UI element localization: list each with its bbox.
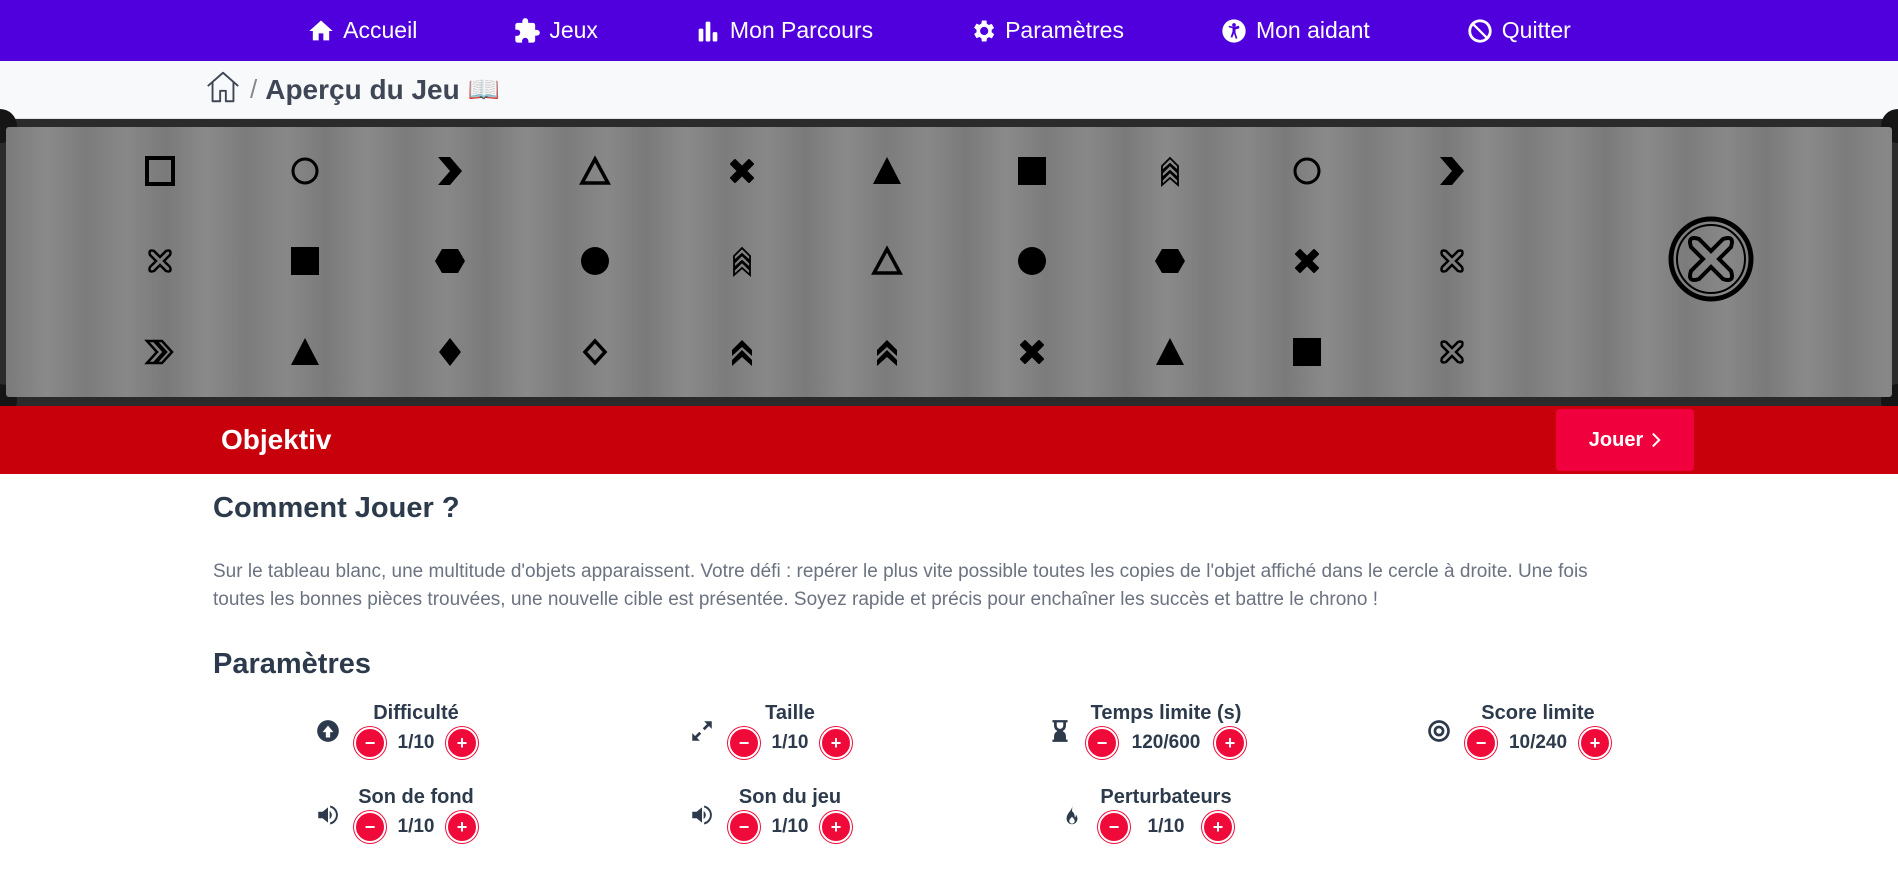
- home-link-icon[interactable]: [204, 68, 242, 111]
- param-temps-limite: [1046, 702, 1246, 759]
- howto-line-2: toutes les bonnes pièces trouvées, une nouvelle cible est présentée. Soyez rapide et précis pour enchaîner les succès et battre le chrono !: [213, 589, 1378, 610]
- nav-parametres-label: Paramètres: [1005, 17, 1124, 43]
- game-board-frame: [0, 119, 1898, 406]
- param-son-de-fond: [314, 786, 478, 843]
- play-button[interactable]: [1556, 409, 1694, 471]
- square-shape[interactable]: [1015, 154, 1049, 188]
- howto-heading: Comment Jouer ?: [213, 492, 460, 524]
- increment-button[interactable]: +: [1214, 727, 1246, 759]
- triangle-shape[interactable]: [1153, 335, 1187, 369]
- increment-button[interactable]: +: [446, 727, 478, 759]
- param-value: 1/10: [397, 816, 435, 837]
- diamond-outline-shape[interactable]: [578, 335, 612, 369]
- circle-outline-shape[interactable]: [1290, 154, 1324, 188]
- x-bold-shape[interactable]: [1015, 335, 1049, 369]
- decrement-button[interactable]: −: [1465, 727, 1497, 759]
- circle-outline-shape[interactable]: [288, 154, 322, 188]
- diamond-shape[interactable]: [433, 335, 467, 369]
- increment-button[interactable]: +: [1579, 727, 1611, 759]
- top-nav: [0, 0, 1898, 61]
- param-value: 1/10: [397, 732, 435, 753]
- chevrons-right-outline-shape[interactable]: [143, 335, 177, 369]
- param-value: 120/600: [1131, 732, 1201, 753]
- fire-icon: [1058, 801, 1086, 829]
- x-bold-shape[interactable]: [1290, 244, 1324, 278]
- param-difficulte: [314, 702, 478, 759]
- param-label: Perturbateurs: [1100, 786, 1232, 808]
- x-outline-shape[interactable]: [143, 244, 177, 278]
- increment-button[interactable]: +: [820, 811, 852, 843]
- circle-shape[interactable]: [578, 244, 612, 278]
- home-icon: [307, 17, 335, 45]
- page-title: Aperçu du Jeu: [265, 73, 460, 105]
- expand-icon: [688, 717, 716, 745]
- x-outline-shape[interactable]: [1435, 244, 1469, 278]
- param-taille: [688, 702, 852, 759]
- param-value: 1/10: [771, 816, 809, 837]
- arrow-up-circle-icon: [314, 717, 342, 745]
- square-shape[interactable]: [1290, 335, 1324, 369]
- nav-jeux-label: Jeux: [549, 17, 598, 43]
- nav-aidant[interactable]: [1220, 17, 1370, 45]
- chevron-right-icon: [1651, 432, 1661, 448]
- param-value: 10/240: [1508, 732, 1568, 753]
- square-outline-shape[interactable]: [143, 154, 177, 188]
- nav-parcours-label: Mon Parcours: [729, 17, 874, 43]
- chevrons-up-shape[interactable]: [725, 244, 759, 278]
- x-outline-shape[interactable]: [1435, 335, 1469, 369]
- chevrons-up-shape[interactable]: [1153, 154, 1187, 188]
- breadcrumb: [0, 61, 1898, 119]
- play-button-label: Jouer: [1588, 428, 1644, 451]
- param-son-du-jeu: [688, 786, 852, 843]
- decrement-button[interactable]: −: [354, 727, 386, 759]
- x-bold-shape[interactable]: [725, 154, 759, 188]
- decrement-button[interactable]: −: [728, 811, 760, 843]
- breadcrumb-separator: /: [250, 74, 258, 104]
- decrement-button[interactable]: −: [354, 811, 386, 843]
- params-heading: Paramètres: [213, 648, 371, 680]
- nav-accueil[interactable]: [307, 17, 417, 45]
- howto-line-1: Sur le tableau blanc, une multitude d'objets apparaissent. Votre défi : repérer le plus vite possible toutes les copies de l'objet affiché dans le cercle à droite. Une fois: [213, 561, 1588, 582]
- param-label: Son du jeu: [738, 786, 842, 808]
- decrement-button[interactable]: −: [1086, 727, 1118, 759]
- param-perturbateurs: [1058, 786, 1234, 843]
- book-icon: 📖: [467, 74, 501, 104]
- chevron-right-shape[interactable]: [433, 154, 467, 188]
- decrement-button[interactable]: −: [728, 727, 760, 759]
- gear-icon: [969, 17, 997, 45]
- target-icon: [1425, 717, 1453, 745]
- game-title: Objektiv: [221, 424, 332, 455]
- param-label: Temps limite (s): [1090, 702, 1242, 724]
- chevron-right-shape[interactable]: [1435, 154, 1469, 188]
- accessibility-icon: [1220, 17, 1248, 45]
- triangle-shape[interactable]: [288, 335, 322, 369]
- volume-icon: [314, 801, 342, 829]
- puzzle-icon: [513, 17, 541, 45]
- howto-description: [213, 558, 1703, 614]
- hexagon-shape[interactable]: [433, 244, 467, 278]
- nav-parcours[interactable]: [694, 17, 873, 45]
- param-label: Difficulté: [373, 702, 459, 724]
- target-circle: [1667, 215, 1755, 303]
- chevrons-up-bold-shape[interactable]: [870, 335, 904, 369]
- ban-icon: [1466, 17, 1494, 45]
- decrement-button[interactable]: −: [1098, 811, 1130, 843]
- hourglass-icon: [1046, 717, 1074, 745]
- nav-quitter-label: Quitter: [1501, 17, 1571, 43]
- param-label: Taille: [765, 702, 815, 724]
- bar-chart-icon: [694, 17, 722, 45]
- increment-button[interactable]: +: [446, 811, 478, 843]
- param-value: 1/10: [1147, 816, 1185, 837]
- nav-parametres[interactable]: [969, 17, 1124, 45]
- triangle-outline-shape[interactable]: [578, 154, 612, 188]
- nav-accueil-label: Accueil: [343, 17, 418, 43]
- increment-button[interactable]: +: [820, 727, 852, 759]
- param-value: 1/10: [771, 732, 809, 753]
- volume-icon: [688, 801, 716, 829]
- circle-shape[interactable]: [1015, 244, 1049, 278]
- chevrons-up-bold-shape[interactable]: [725, 335, 759, 369]
- square-shape[interactable]: [288, 244, 322, 278]
- param-label: Score limite: [1481, 702, 1595, 724]
- hexagon-shape[interactable]: [1153, 244, 1187, 278]
- triangle-shape[interactable]: [870, 154, 904, 188]
- increment-button[interactable]: +: [1202, 811, 1234, 843]
- param-label: Son de fond: [358, 786, 474, 808]
- triangle-outline-shape[interactable]: [870, 244, 904, 278]
- nav-jeux[interactable]: [513, 17, 598, 45]
- nav-aidant-label: Mon aidant: [1255, 17, 1370, 43]
- nav-quitter[interactable]: [1466, 17, 1571, 45]
- param-score-limite: [1425, 702, 1611, 759]
